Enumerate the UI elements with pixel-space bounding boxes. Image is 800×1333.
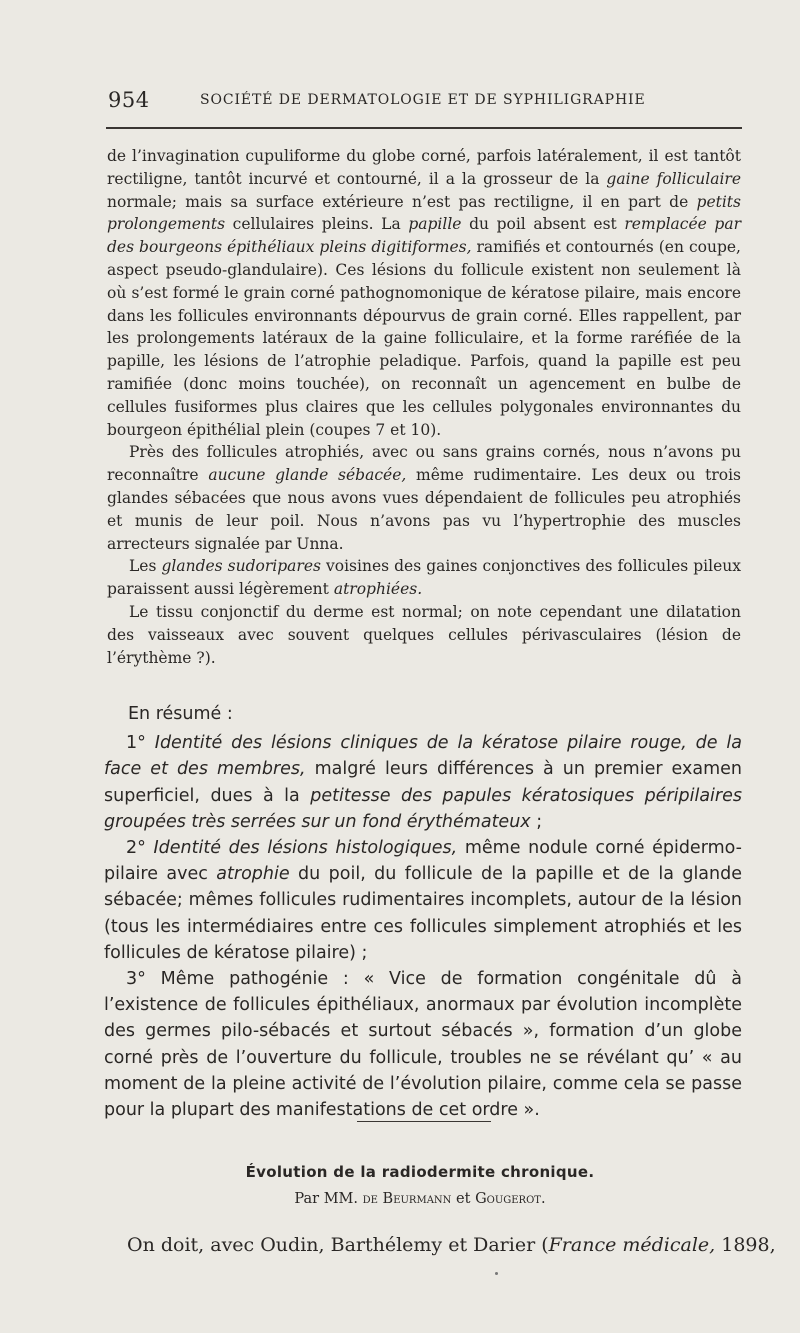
body-text [107, 145, 741, 669]
paragraph-2: Près des follicules atrophiés, avec ou sans grains cornés, nous n’avons pu reconnaître aucune glande sébacée, même rudimentaire. Les deux ou trois glandes sébacées que nous avons vues dépendaient de follicules peu atrophiés et munis de leur poil. Nous n’avons pas vu l’hypertrophie des muscles arrecteurs signalée par Unna. [107, 443, 742, 553]
article-first-line: On doit, avec Oudin, Barthélemy et Darier (France médicale, 1898, [127, 1234, 776, 1256]
summary-section [104, 701, 742, 1123]
page-number: 954 [108, 88, 150, 112]
summary-point-1: 1° Identité des lésions cliniques de la kératose pilaire rouge, de la face et des membres, malgré leurs différences à un premier examen superficiel, dues à la petitesse des papules kératosiques péripilaires groupées très serrées sur un fond érythémateux ; [104, 733, 743, 832]
summary-heading: En résumé : [128, 704, 233, 724]
header-rule [106, 127, 742, 129]
summary-point-2: 2° Identité des lésions histologiques, même nodule corné épidermo-pilaire avec atrophie du poil, du follicule de la papille et de la glande sébacée; mêmes follicules rudimentaires incomplets, autour de la lésion (tous les intermédiaires entre ces follicules simplement atrophiés et les follicules de kératose pilaire) ; [104, 838, 742, 963]
paragraph-1: de l’invagination cupuliforme du globe corné, parfois latéralement, il est tantôt rectiligne, tantôt incurvé et contourné, il a la grosseur de la gaine folliculaire normale; mais sa surface extérieure n’est pas rectiligne, il en part de petits prolongements cellulaires pleins. La papille du poil absent est remplacée par des bourgeons épithéliaux pleins digitiformes, ramifiés et contournés (en coupe, aspect pseudo-glandulaire). Ces lésions du follicule existent non seulement là où s’est formé le grain corné pathognomonique de kératose pilaire, mais encore dans les follicules environnants dépourvus de grain corné. Elles rappellent, par les prolongements latéraux de la gaine folliculaire, et la forme raréfiée de la papille, les lésions de l’atrophie peladique. Parfois, quand la papille est peu ramifiée (donc moins touchée), on reconnaît un agencement en bulbe de cellules fusiformes plus claires que les cellules polygonales environnantes du bourgeon épithélial plein (coupes 7 et 10). [107, 147, 742, 439]
paper-speck [495, 1272, 498, 1275]
paragraph-4: Le tissu conjonctif du derme est normal; on note cependant une dilatation des vaisseaux avec souvent quelques cellules périvasculaires (lésion de l’érythème ?). [107, 602, 741, 667]
section-separator [357, 1121, 491, 1122]
article-authors: Par MM. de Beurmann et Gougerot. [294, 1191, 546, 1207]
journal-title: SOCIÉTÉ DE DERMATOLOGIE ET DE SYPHILIGRAPHIE [200, 92, 646, 108]
article-title: Évolution de la radiodermite chronique. [245, 1163, 595, 1181]
paragraph-3: Les glandes sudoripares voisines des gaines conjonctives des follicules pileux paraissent aussi légèrement atrophiées. [107, 557, 741, 599]
running-header [108, 88, 740, 112]
summary-point-3: 3° Même pathogénie : « Vice de formation congénitale dû à l’existence de follicules épithéliaux, anormaux par évolution incomplète des germes pilo-sébacés et surtout sébacés », formation d’un globe corné près de l’ouverture du follicule, troubles ne se révélant qu’ « au moment de la pleine activité de l’évolution pilaire, comme cela se passe pour la plupart des manifestations de cet ordre ». [104, 969, 742, 1121]
